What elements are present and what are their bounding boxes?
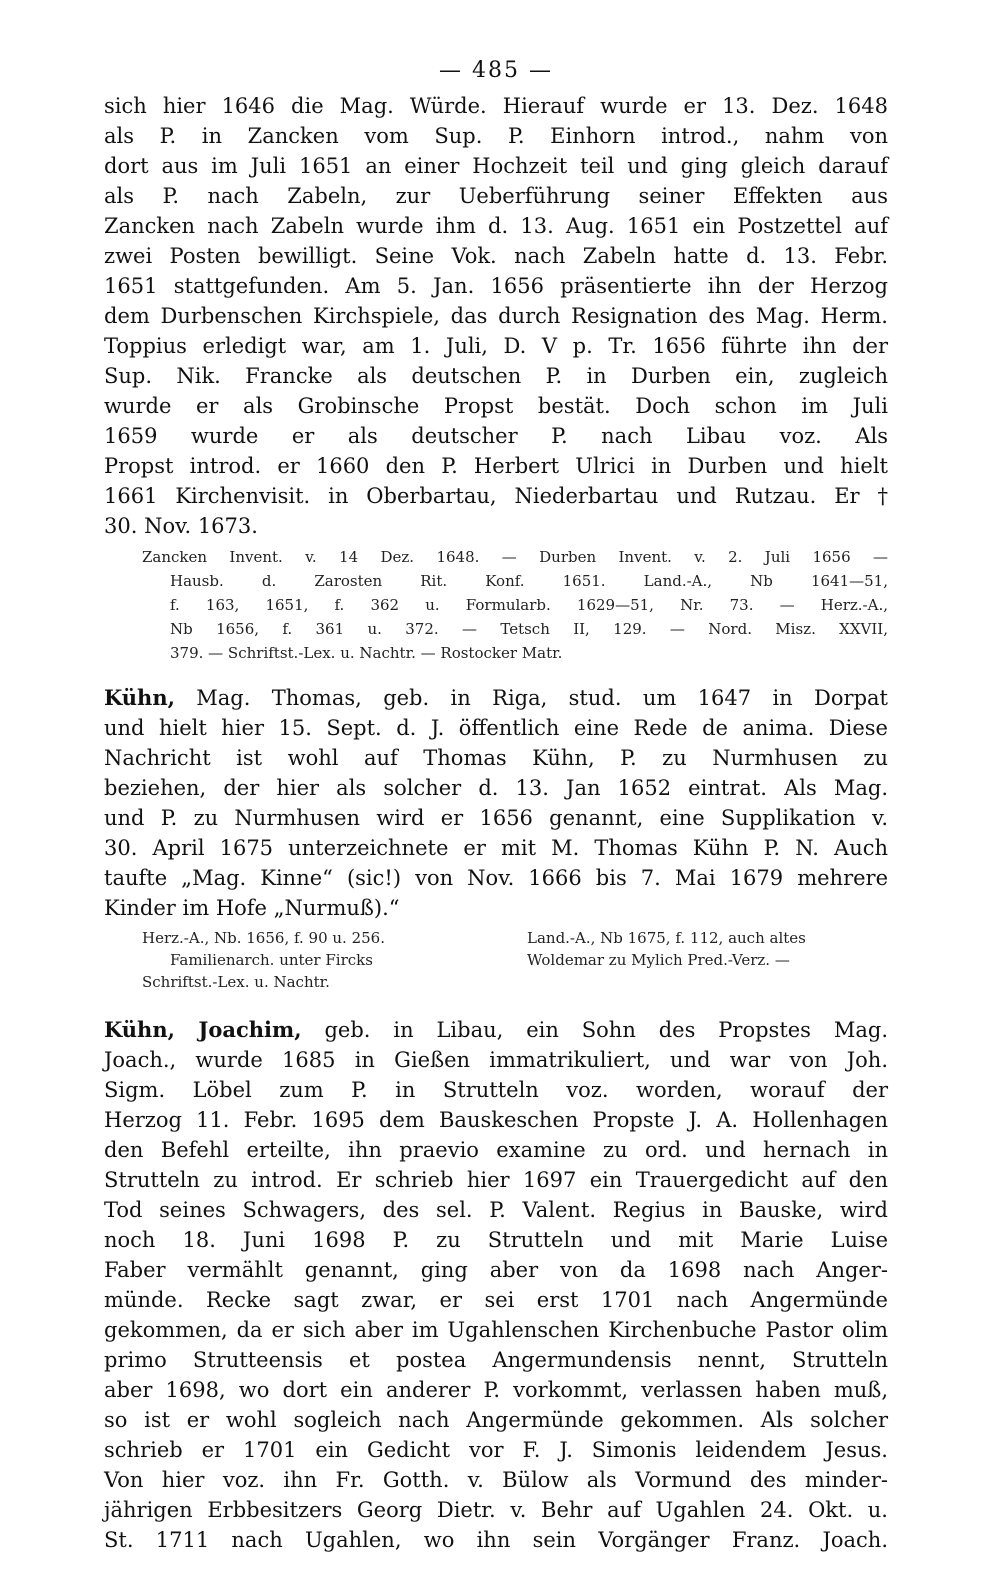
text-line: Sup. Nik. Francke als deutschen P. in Durben ein, zugleich	[104, 364, 888, 388]
text-line: primo Strutteensis et postea Angermundensis nennt, Strutteln	[104, 1348, 888, 1372]
text-line: den Befehl erteilte, ihn praevio examine zu ord. und hernach in	[104, 1138, 888, 1162]
entry-continuation	[104, 91, 888, 541]
text-line: als P. in Zancken vom Sup. P. Einhorn introd., nahm von	[104, 124, 888, 148]
source-line: Land.-A., Nb 1675, f. 112, auch altes	[527, 929, 806, 947]
page-number: — 485 —	[439, 58, 553, 83]
source-line: Zancken Invent. v. 14 Dez. 1648. — Durben Invent. v. 2. Juli 1656 —	[142, 548, 888, 566]
source-line: Herz.-A., Nb. 1656, f. 90 u. 256.	[142, 929, 385, 947]
text-line: Propst introd. er 1660 den P. Herbert Ulrici in Durben und hielt	[104, 454, 888, 478]
source-line: f. 163, 1651, f. 362 u. Formularb. 1629—51, Nr. 73. — Herz.-A.,	[170, 596, 888, 614]
text-line: als P. nach Zabeln, zur Ueberführung seiner Effekten aus	[104, 184, 888, 208]
entry-heading-line	[104, 683, 888, 713]
text-line: 30. April 1675 unterzeichnete er mit M. Thomas Kühn P. N. Auch	[104, 836, 888, 860]
text-line: Zancken nach Zabeln wurde ihm d. 13. Aug. 1651 ein Postzettel auf	[104, 214, 888, 238]
text-line: zwei Posten bewilligt. Seine Vok. nach Zabeln hatte d. 13. Febr.	[104, 244, 888, 268]
text-line: taufte „Mag. Kinne“ (sic!) von Nov. 1666 bis 7. Mai 1679 mehrere	[104, 866, 888, 890]
text-line: jährigen Erbbesitzers Georg Dietr. v. Behr auf Ugahlen 24. Okt. u.	[104, 1498, 888, 1522]
entry-name: Kühn,	[104, 685, 175, 710]
source-line: 379. — Schriftst.-Lex. u. Nachtr. — Rostocker Matr.	[170, 644, 563, 662]
text-line: 30. Nov. 1673.	[104, 514, 258, 538]
text-line: Sigm. Löbel zum P. in Strutteln voz. worden, worauf der	[104, 1078, 888, 1102]
text-line: St. 1711 nach Ugahlen, wo ihn sein Vorgänger Franz. Joach.	[104, 1528, 888, 1552]
text-line: münde. Recke sagt zwar, er sei erst 1701 nach Angermünde	[104, 1288, 888, 1312]
text-line: Nachricht ist wohl auf Thomas Kühn, P. zu Nurmhusen zu	[104, 746, 888, 770]
entry-kuehn-thomas	[104, 683, 888, 923]
text-line: Tod seines Schwagers, des sel. P. Valent. Regius in Bauske, wird	[104, 1198, 888, 1222]
text-line: Toppius erledigt war, am 1. Juli, D. V p. Tr. 1656 führte ihn der	[104, 334, 888, 358]
entry-name: Kühn, Joachim,	[104, 1017, 302, 1042]
text-line: wurde er als Grobinsche Propst bestät. Doch schon im Juli	[104, 394, 888, 418]
text-line: aber 1698, wo dort ein anderer P. vorkommt, verlassen haben muß,	[104, 1378, 888, 1402]
text-line: 1659 wurde er als deutscher P. nach Libau voz. Als	[104, 424, 888, 448]
text-line: Joach., wurde 1685 in Gießen immatrikuliert, und war von Joh.	[104, 1048, 888, 1072]
sources-left-column	[142, 927, 503, 993]
text-line: noch 18. Juni 1698 P. zu Strutteln und mit Marie Luise	[104, 1228, 888, 1252]
entry-kuehn-joachim	[104, 1015, 888, 1555]
entry-heading-line	[104, 1015, 888, 1045]
text-line: geb. in Libau, ein Sohn des Propstes Mag.	[324, 1018, 888, 1042]
source-line: Hausb. d. Zarosten Rit. Konf. 1651. Land.-A., Nb 1641—51,	[170, 572, 888, 590]
source-line: Nb 1656, f. 361 u. 372. — Tetsch II, 129. — Nord. Misz. XXVII,	[170, 620, 888, 638]
text-line: schrieb er 1701 ein Gedicht vor F. J. Simonis leidendem Jesus.	[104, 1438, 888, 1462]
sources-right-column	[527, 927, 888, 993]
text-line: Kinder im Hofe „Nurmuß).“	[104, 896, 400, 920]
source-line: Schriftst.-Lex. u. Nachtr.	[142, 973, 330, 991]
text-line: Faber vermählt genannt, ging aber von da 1698 nach Anger-	[104, 1258, 888, 1282]
entry-given-name: Mag. Thomas,	[196, 686, 362, 710]
source-line: Woldemar zu Mylich Pred.-Verz. —	[527, 951, 790, 969]
text-line: 1651 stattgefunden. Am 5. Jan. 1656 präsentierte ihn der Herzog	[104, 274, 888, 298]
text-line: geb. in Riga, stud. um 1647 in Dorpat	[383, 686, 888, 710]
sources-block	[104, 545, 888, 665]
text-line: und hielt hier 15. Sept. d. J. öffentlich eine Rede de anima. Diese	[104, 716, 888, 740]
text-line: dort aus im Juli 1651 an einer Hochzeit teil und ging gleich darauf	[104, 154, 888, 178]
source-line: Familienarch. unter Fircks	[170, 951, 373, 969]
text-line: dem Durbenschen Kirchspiele, das durch Resignation des Mag. Herm.	[104, 304, 888, 328]
sources-two-column	[104, 927, 888, 993]
text-line: und P. zu Nurmhusen wird er 1656 genannt, eine Supplikation v.	[104, 806, 888, 830]
text-line: gekommen, da er sich aber im Ugahlenschen Kirchenbuche Pastor olim	[104, 1318, 888, 1342]
text-line: Herzog 11. Febr. 1695 dem Bauskeschen Propste J. A. Hollenhagen	[104, 1108, 888, 1132]
text-line: beziehen, der hier als solcher d. 13. Jan 1652 eintrat. Als Mag.	[104, 776, 888, 800]
text-line: so ist er wohl sogleich nach Angermünde gekommen. Als solcher	[104, 1408, 888, 1432]
text-line: sich hier 1646 die Mag. Würde. Hierauf wurde er 13. Dez. 1648	[104, 94, 888, 118]
text-line: Von hier voz. ihn Fr. Gotth. v. Bülow als Vormund des minder-	[104, 1468, 888, 1492]
text-line: 1661 Kirchenvisit. in Oberbartau, Niederbartau und Rutzau. Er †	[104, 484, 888, 508]
text-line: Strutteln zu introd. Er schrieb hier 1697 ein Trauergedicht auf den	[104, 1168, 888, 1192]
